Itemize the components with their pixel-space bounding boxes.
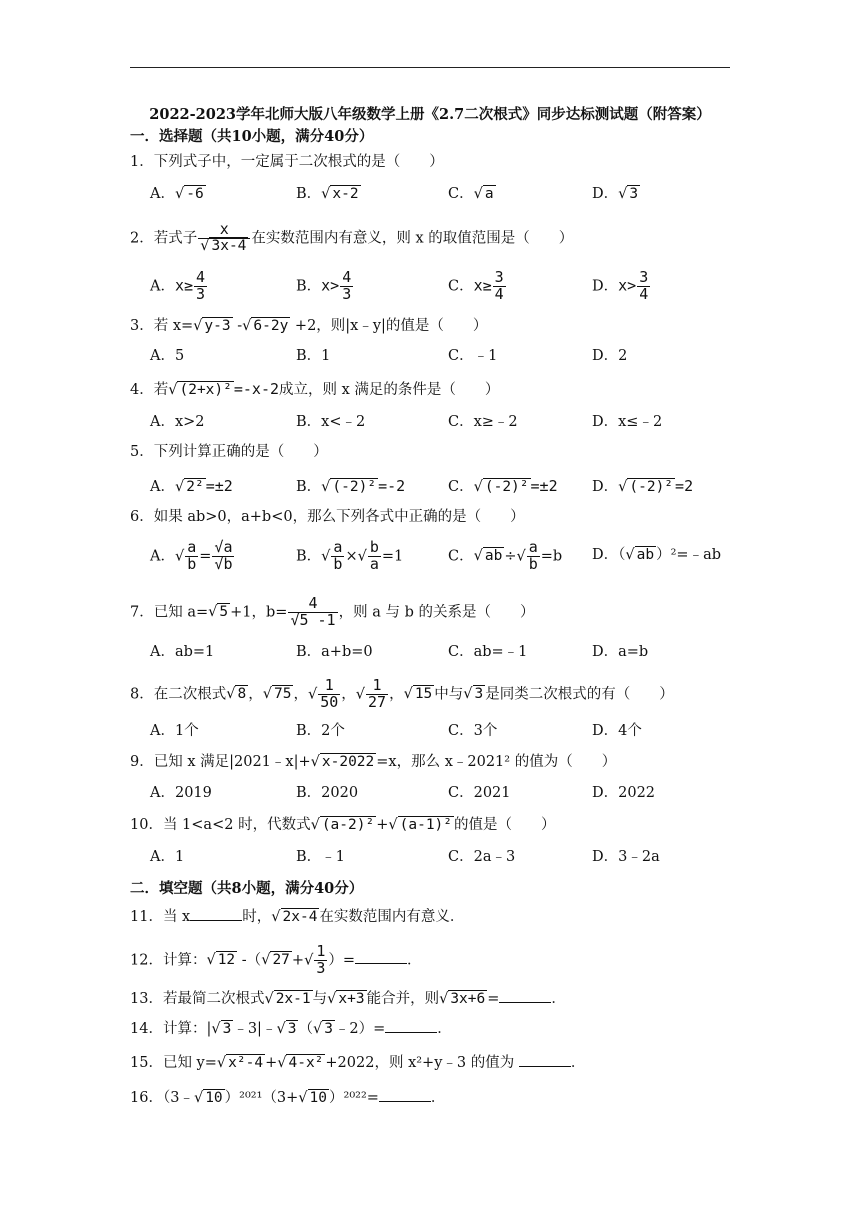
q10-option-a: A．1 xyxy=(150,849,185,865)
section-choice-heading: 一．选择题（共10小题，满分40分） xyxy=(130,128,374,145)
q6-option-b: B．√ $\frac{a}{b}$ ×√ $\frac{b}{a}$ =1 xyxy=(296,538,404,573)
q2-option-c: C．x≥ $\frac{3}{4}$ xyxy=(448,268,504,303)
answer-blank[interactable] xyxy=(190,906,242,921)
q8-option-c: C．3个 xyxy=(448,723,498,739)
q1-option-c: C．√ a xyxy=(448,186,494,202)
question-12: 12．计算：√ 12 -（√ 27 +√ $\frac{1}{3}$ ）= ． xyxy=(130,942,422,977)
question-9: 9．已知 x 满足|2021﹣x|+√ x-2022 =x，那么 x﹣2021² 的值为（ ） xyxy=(130,754,617,770)
q6-option-d: D．（√ ab ）²=﹣ab xyxy=(592,547,721,563)
q10-option-d: D．3﹣2a xyxy=(592,849,660,865)
q9-option-b: B．2020 xyxy=(296,785,359,801)
q8-option-b: B．2个 xyxy=(296,723,345,739)
q4-option-b: B．x<﹣2 xyxy=(296,414,366,430)
q4-option-d: D．x≤﹣2 xyxy=(592,414,663,430)
question-10: 10．当 1<a<2 时，代数式√ (a-2)² +√ (a-1)² 的值是（ ） xyxy=(130,817,556,833)
answer-blank[interactable] xyxy=(379,1087,431,1102)
q5-option-a: A．√ 2² =±2 xyxy=(150,477,233,495)
q4-option-c: C．x≥﹣2 xyxy=(448,414,518,430)
question-8: 8．在二次根式√ 8 ，√ 75 ，√ $\frac{1}{50}$ ，√ $\frac{1}{27}$ ，√ 15 中与√ 3 是同类二次根式的有（ ） xyxy=(130,676,674,711)
header-rule xyxy=(130,67,730,68)
question-5: 5．下列计算正确的是（ ） xyxy=(130,444,328,460)
section-fill-heading: 二．填空题（共8小题，满分40分） xyxy=(130,880,364,897)
q5-option-d: D．√ (-2)² =2 xyxy=(592,477,694,495)
answer-blank[interactable] xyxy=(385,1018,437,1033)
question-2: 2．若式子 $\frac{x}{√ 3x-4}$ 在实数范围内有意义，则 x 的取值范围是（ ） xyxy=(130,220,574,254)
question-13: 13．若最简二次根式√ 2x-1 与√ x+3 能合并，则√ 3x+6 = ． xyxy=(130,988,566,1009)
q1-option-b: B．√ x-2 xyxy=(296,186,359,202)
q3-option-a: A．5 xyxy=(150,348,185,364)
answer-blank[interactable] xyxy=(355,949,407,964)
answer-blank[interactable] xyxy=(519,1052,571,1067)
q7-option-a: A．ab=1 xyxy=(150,644,215,660)
q1-option-a: A．√ -6 xyxy=(150,186,204,202)
q9-option-a: A．2019 xyxy=(150,785,212,801)
page-title: 2022-2023学年北师大版八年级数学上册《2.7二次根式》同步达标测试题（附答案） xyxy=(149,106,711,123)
answer-blank[interactable] xyxy=(499,988,551,1003)
q3-option-b: B．1 xyxy=(296,348,331,364)
q5-option-c: C．√ (-2)² =±2 xyxy=(448,477,558,495)
q3-option-c: C．﹣1 xyxy=(448,348,498,364)
q8-option-d: D．4个 xyxy=(592,723,642,739)
question-6: 6．如果 ab>0，a+b<0，那么下列各式中正确的是（ ） xyxy=(130,509,525,525)
q5-option-b: B．√ (-2)² =-2 xyxy=(296,477,406,495)
question-15: 15．已知 y=√ x²-4 +√ 4-x² +2022，则 x²+y﹣3 的值为 ． xyxy=(130,1052,585,1073)
question-3: 3．若 x=√ y-3 -√ 6-2y +2，则|x﹣y|的值是（ ） xyxy=(130,318,488,334)
q6-option-c: C．√ ab ÷√ $\frac{a}{b}$ =b xyxy=(448,538,563,573)
q2-option-a: A．x≥ $\frac{4}{3}$ xyxy=(150,268,206,303)
q1-option-d: D．√ 3 xyxy=(592,186,639,202)
q7-option-c: C．ab=﹣1 xyxy=(448,644,528,660)
q9-option-c: C．2021 xyxy=(448,785,511,801)
q10-option-b: B．﹣1 xyxy=(296,849,345,865)
question-1: 1．下列式子中，一定属于二次根式的是（ ） xyxy=(130,154,444,170)
q3-option-d: D．2 xyxy=(592,348,628,364)
q2-option-b: B．x> $\frac{4}{3}$ xyxy=(296,268,352,303)
question-14: 14．计算：|√ 3 ﹣3|﹣√ 3 （√ 3 ﹣2）= ． xyxy=(130,1018,452,1039)
question-4: 4．若√ (2+x)² =-x-2成立，则 x 满足的条件是（ ） xyxy=(130,380,500,398)
question-7: 7．已知 a=√ 5 +1，b= $\frac{4}{√5 -1}$ ，则 a 与 b 的关系是（ ） xyxy=(130,594,535,629)
q10-option-c: C．2a﹣3 xyxy=(448,849,516,865)
q9-option-d: D．2022 xyxy=(592,785,656,801)
question-16: 16．（3﹣√ 10 ）²⁰²¹（3+√ 10 ）²⁰²²= ． xyxy=(130,1087,445,1108)
q7-option-b: B．a+b=0 xyxy=(296,644,373,660)
q2-option-d: D．x> $\frac{3}{4}$ xyxy=(592,268,649,303)
q7-option-d: D．a=b xyxy=(592,644,649,660)
q8-option-a: A．1个 xyxy=(150,723,199,739)
q6-option-a: A．√ $\frac{a}{b}$ = $\frac{√a}{√b}$ xyxy=(150,538,233,573)
question-11: 11．当 x 时，√ 2x-4 在实数范围内有意义． xyxy=(130,906,464,927)
q4-option-a: A．x>2 xyxy=(150,414,205,430)
